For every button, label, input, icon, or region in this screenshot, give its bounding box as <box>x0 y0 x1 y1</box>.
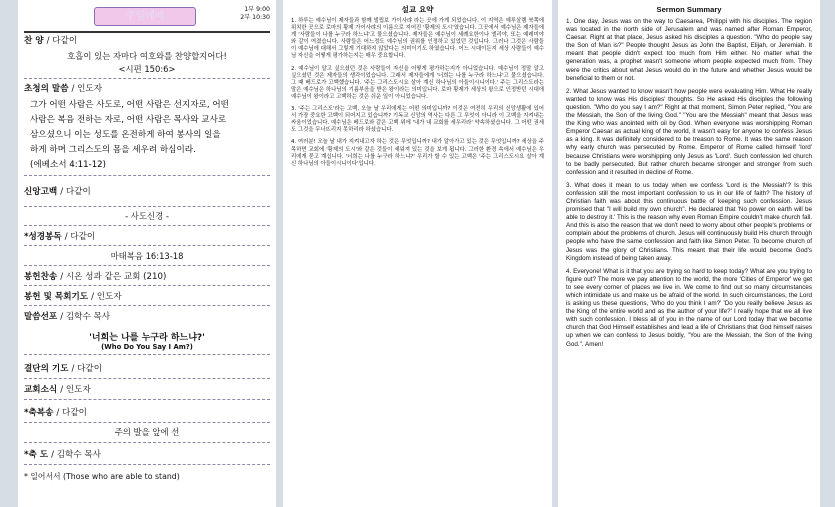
doxology-sub: 주의 발을 앞에 선 <box>24 423 270 443</box>
news-row <box>24 383 270 400</box>
invocation-text <box>24 98 270 176</box>
invocation-line: 하게 하며 그리스도의 몸을 세우려 하심이라. <box>30 145 196 155</box>
call-to-worship: 호흡이 있는 자마다 여호와를 찬양할지어다! <box>67 51 227 61</box>
hymn-value: / 다같이 <box>46 36 78 46</box>
call-reference: <시편 150:6> <box>24 63 270 79</box>
korean-summary-page <box>283 0 552 507</box>
creed-value: / 다같이 <box>60 187 91 197</box>
english-summary-paragraph: 3. What does it mean to us today when we confess 'Lord is the Messiah'? Is this confession still the most important confession to us in our life of faith? The history of Christian faith was about this continuous battle of keeping such confession. Jesus promised that "I will build my own church". He declared that 'No power on earth will be able to destroy it.' This is the reason why even Roman Empire couldn't make church fall. And this is also the reason that we don't need to worry about other people's problems or complain about the problems of church. Jesus will continuously build His church through people who have the same confession and faith like Simon Peter. To become church of Jesus was the glory of Christians. This meant that their life would become God's Kingdom instead of being taken away. <box>566 181 812 262</box>
korean-summary-body <box>291 18 544 168</box>
offering-value: / 인도자 <box>91 292 122 302</box>
sermon-row <box>24 310 270 322</box>
english-summary-paragraph: 1. One day, Jesus was on the way to Caesarea, Philippi with his disciples. The region was located in the north side of Jerusalem and was named after Roman Emperor, Caesar. Right at that place, Jesus asked his disciples a question. "Who do people say the Son of Man is?" People thought Jesus as John the Baptist, Elijah, or Jeremiah. It meant that people didn't expect too much from Him either. No matter what the generation was, a prophet wasn't someone whom people expected much from. They were the critics about what Jesus would do in the future and whether Jesus would be beneficial to them or not. <box>566 18 812 82</box>
news-value: / 인도자 <box>60 385 91 395</box>
doxology-label: *축복송 <box>24 408 54 418</box>
sermon-title: '너희는 나를 누구라 하느냐?' <box>89 333 205 343</box>
english-summary-paragraph: 2. What Jesus wanted to know wasn't how people were evaluating Him. What He really wanted to know was His disciples' thoughts. So He asked His disciples the following question. "Who do you say I am?" Right at that moment, Simon Peter replied, "You are the Messiah, the Son of the living God." "You are the Messiah" meant that Jesus was the King who was anointed with oil by God. When everyone was worshipping Roman Emperor Caesar as actual king of the world, it wasn't easy for anyone to confess Jesus as a king. It was definitely considered to be treason to Rome. It was the same reason why early church was persecuted by Rome. Emperor of Rome called himself 'lord' because Christians were worshipping only Jesus as 'Lord'. Such confession led church to be badly persecuted. But rather church became stronger and stronger from such confession and it resulted in decline of Rome. <box>566 87 812 176</box>
bulletin-page <box>18 0 276 507</box>
news-label: 교회소식 <box>24 385 58 395</box>
offering-hymn-label: 봉헌찬송 <box>24 272 58 282</box>
benediction-row <box>24 448 270 465</box>
bulletin-title: 주일예배 <box>94 7 196 26</box>
invocation-row <box>24 82 270 94</box>
creed-sub: - 사도신경 - <box>24 207 270 226</box>
sermon-label: 말씀선포 <box>24 312 58 322</box>
service-time-1: 1부 9:00 <box>244 6 270 13</box>
sermon-title-en: (Who Do You Say I Am?) <box>24 343 270 355</box>
prayer-value: / 다같이 <box>71 364 103 374</box>
invocation-value: / 인도자 <box>71 84 103 94</box>
english-summary-paragraph: 4. Everyone! What is it that you are trying so hard to keep today? What are you trying to figure out? The more we pay attention to the world, the more 'Cities of Emperor' we get to see every corner of places we live in. We come to find out so many circumstances which intimidate us and make us be afraid of the world. In such circumstances, the Lord is asking us these questions, 'Who do you think I am?' 'Do you really believe Jesus as the King of the entire world and as the author of your life?' I really hope that we all live with such confession. I bless all of you in the name of our Lord today that we become church that God Himself establishes and lead a life of Christians that God himself raises up when we can confess to Jesus boldly, "You are the Messiah, the Son of the living God.". Amen! <box>566 267 812 348</box>
reading-reference: 마태복음 16:13-18 <box>24 246 270 266</box>
korean-summary-paragraph: 2. 예수님이 알고 싶으셨던 것은 사람들이 자신을 어떻게 평가하는지가 아니었습니다. 예수님이 정말 알고 싶으셨던 것은 제자들의 생각이었습니다. 그래서 제자들에게 '너희는 나를 누구라 하느냐'고 물으셨습니다. 그 때 베드로가 고백했습니다. '주는 그리스도시요 살아 계신 하나님의 아들이시니이다.' 주는 그리스도라는 말은 예수님은 하나님의 기름부음을 받은 왕이라는 의미입니다. 로마 황제가 세상의 왕으로 인정받던 시대에 예수님이 왕이라고 고백하는 것은 쉬운 일이 아니었습니다. <box>291 65 544 100</box>
doxology-value: / 다같이 <box>56 408 87 418</box>
reading-row <box>24 230 270 246</box>
offering-label: 봉헌 및 목회기도 <box>24 292 89 302</box>
korean-summary-title: 설교 요약 <box>401 5 434 14</box>
korean-summary-paragraph: 3. '주는 그리스도'라는 고백, 오늘 날 우리에게는 어떤 의미입니까? 이것은 여전히 우리의 신앙생활에 있어서 가장 중요한 고백이 되어지고 있습니까? 기독교 신앙의 역사는 다른 그 무엇이 아니라 이 고백을 지켜내는 싸움이었습니다. 예수님은 베드로와 같은 고백 위에 '내가 내 교회를 세우리라' 약속하셨습니다. 그 어떤 권세도 그것을 무너뜨리지 못하리라 하셨습니다. <box>291 106 544 134</box>
bulletin-header <box>24 4 270 36</box>
invocation-line: 삼으셨으니 이는 성도를 온전하게 하여 봉사의 일을 <box>30 130 221 140</box>
english-summary-body <box>566 18 812 349</box>
header-divider <box>24 31 270 33</box>
sermon-value: / 김학수 목사 <box>60 312 111 322</box>
creed-label: 신앙고백 <box>24 187 58 197</box>
invocation-line: 그가 어떤 사람은 사도로, 어떤 사람은 선지자로, 어떤 <box>30 100 229 110</box>
english-summary-title: Sermon Summary <box>656 5 722 14</box>
service-times <box>240 6 270 22</box>
service-time-2: 2부 10:30 <box>240 14 270 21</box>
benediction-label: *축 도 <box>24 450 49 460</box>
stand-note: * 일어서서 (Those who are able to stand) <box>24 472 180 481</box>
english-summary-page <box>558 0 820 507</box>
prayer-label: 결단의 기도 <box>24 364 69 374</box>
hymn-label: 찬 양 <box>24 36 44 46</box>
creed-row <box>24 185 270 207</box>
reading-label: *성경봉독 <box>24 232 62 242</box>
offering-hymn-value: / 시온 성과 같은 교회 (210) <box>60 272 167 282</box>
doxology-row <box>24 406 270 423</box>
reading-value: / 다같이 <box>64 232 96 242</box>
offering-hymn-row <box>24 270 270 286</box>
invocation-line: (에베소서 4:11-12) <box>30 160 106 170</box>
benediction-value: / 김학수 목사 <box>51 450 101 460</box>
prayer-row <box>24 362 270 379</box>
invocation-line: 사람은 복음 전하는 자로, 어떤 사람은 목사와 교사로 <box>30 115 227 125</box>
offering-row <box>24 290 270 306</box>
korean-summary-paragraph: 4. 여러분! 오늘 날 내가 지켜내고자 하는 것은 무엇입니까? 내가 알아가고 있는 것은 무엇입니까? 세상을 주목하면 교회에 '황제의 도시'와 같은 것들이 세워져 있는 것을 보게 됩니다. 그러한 환경 속에서 예수님은 우리에게 묻고 계십니다. '너희는 나를 누구라 하느냐?' 우리가 할 수 있는 고백은 '주는 그리스도시요 살아 계신 하나님의 아들이시니이다'입니다. <box>291 139 544 167</box>
korean-summary-paragraph: 1. 하루는 예수님이 제자들과 함께 빌립보 가이사랴 라는 곳에 가게 되었습니다. 이 지역은 예루살렘 북쪽에 위치한 곳으로 로마의 황제 가이사랴의 이름으로 지어진 '황제의 도시'였습니다. 그곳에서 예수님은 제자들에게 '사람들이 나를 누구라 하느냐'고 물으셨습니다. 제자들은 예수님이 세례요한이나 엘리야, 또는 예레미야와 같이 여겼습니다. 사람들은 어느정도 예수님의 권위를 인정하고 있었던 것입니다. 그러나 그것은 사람들이 예수님에 대해서 그렇게 기대하지 않았다는 의미이기도 하였습니다. 어느 시대이든지 세상 사람들이 예수님 자신을 어떻게 평가하는지는 매우 중요합니다. <box>291 18 544 60</box>
invocation-label: 초청의 말씀 <box>24 84 69 94</box>
